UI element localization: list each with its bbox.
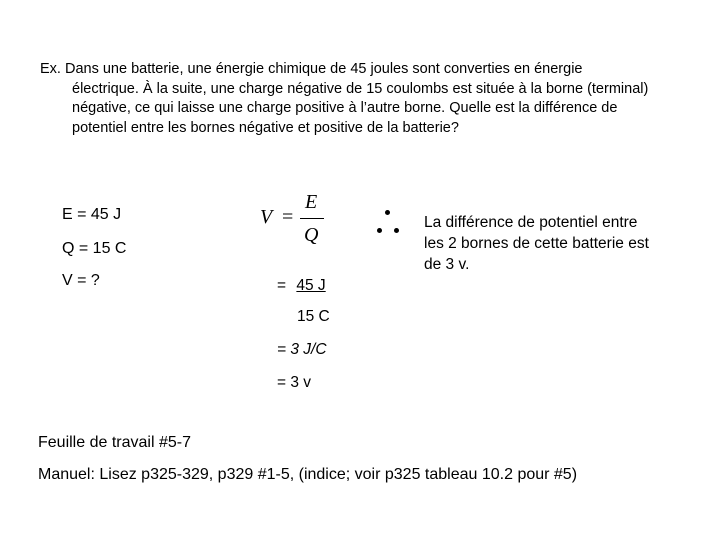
calc-step-1-numerator: 45 J xyxy=(296,277,326,294)
formula-numerator: E xyxy=(305,191,318,213)
problem-line-4: potentiel entre les bornes négative et positive de la batterie? xyxy=(72,119,459,136)
answer-line-3: de 3 v. xyxy=(424,256,470,273)
problem-statement xyxy=(40,60,648,138)
manual-reference: Manuel: Lisez p325-329, p329 #1-5, (indice; voir p325 tableau 10.2 pour #5) xyxy=(38,466,578,483)
calc-step-2: = 3 J/C xyxy=(277,341,327,358)
formula-equals: = xyxy=(282,206,294,228)
calc-step-1-denominator: 15 C xyxy=(297,308,330,325)
formula-lhs: V xyxy=(260,206,273,228)
problem-line-2: électrique. À la suite, une charge négative de 15 coulombs est située à la borne (terminal) xyxy=(72,80,649,97)
voltage-formula xyxy=(258,188,338,258)
given-charge: Q = 15 C xyxy=(62,240,127,257)
calc-step-1-prefix: = xyxy=(277,277,287,294)
problem-line-1: Ex. Dans une batterie, une énergie chimique de 45 joules sont converties en énergie xyxy=(40,61,583,77)
formula-fraction-bar xyxy=(300,218,324,219)
answer-statement xyxy=(424,212,649,275)
answer-line-2: les 2 bornes de cette batterie est xyxy=(424,235,649,252)
answer-line-1: La différence de potentiel entre xyxy=(424,214,638,231)
formula-denominator: Q xyxy=(304,224,319,246)
therefore-icon xyxy=(374,208,408,238)
given-voltage: V = ? xyxy=(62,272,100,289)
calc-step-1 xyxy=(277,277,326,295)
problem-line-3: négative, ce qui laisse une charge positive à l’autre borne. Quelle est la différence de xyxy=(72,100,618,116)
worksheet-reference: Feuille de travail #5-7 xyxy=(38,434,191,451)
calc-step-3: = 3 v xyxy=(277,374,312,391)
given-energy: E = 45 J xyxy=(62,206,122,223)
